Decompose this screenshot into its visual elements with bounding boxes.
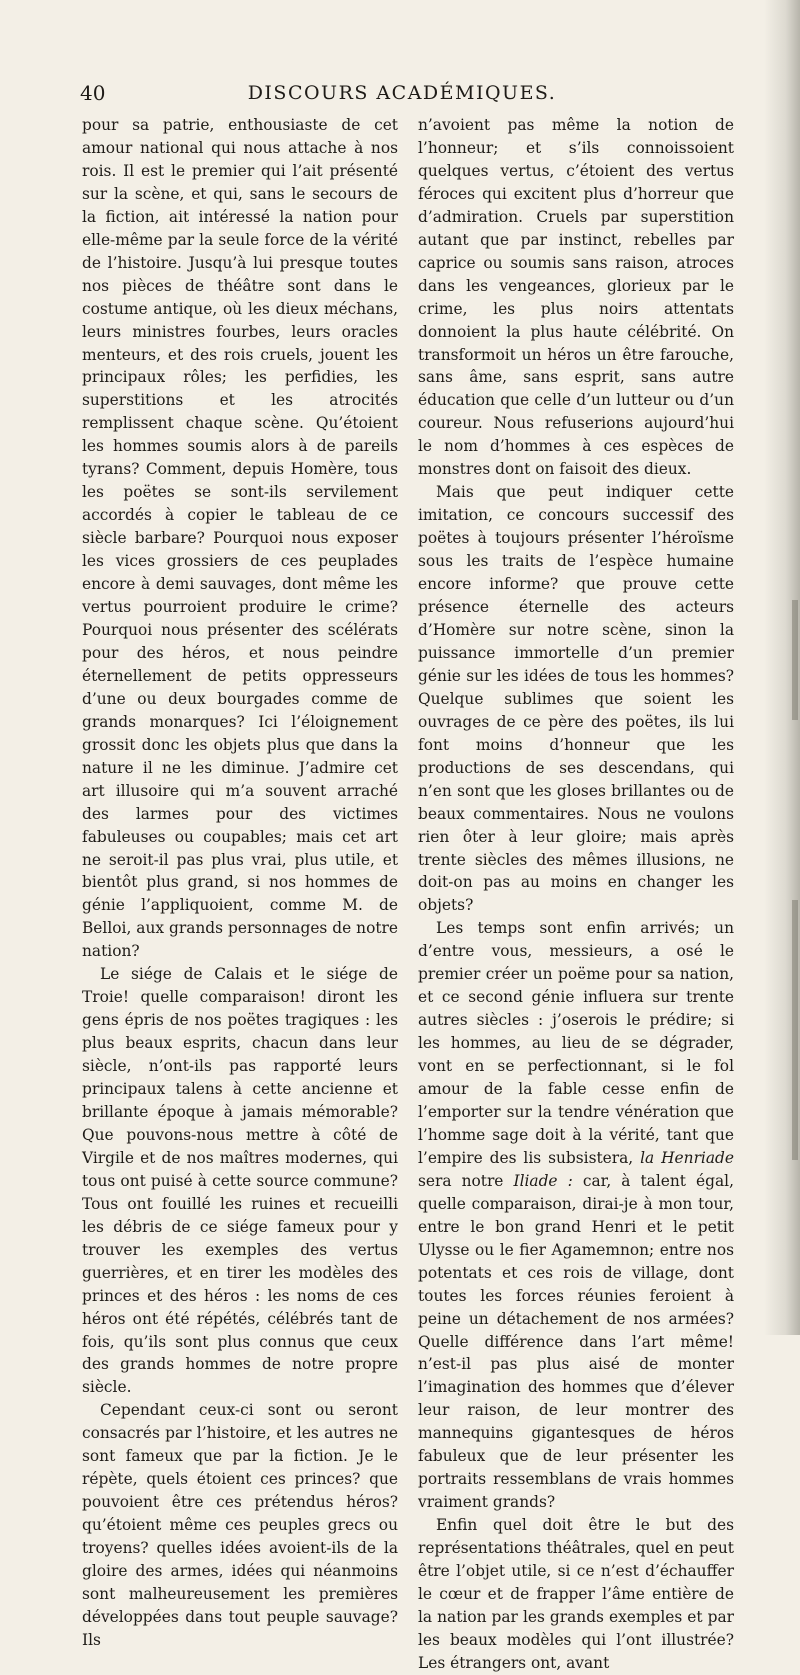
paragraph-text: sera notre [418,1171,504,1190]
binding-mark [792,900,798,1160]
work-title-iliade: Iliade : [513,1171,573,1190]
paragraph-text: car, à talent égal, quelle comparaison, dirai-je à mon tour, entre le bon grand Henri et le petit Ulysse ou le fier Agamemnon; entre nos potentats et ces rois de village, dont toutes les forces réunies feroient à peine un détachement de nos armées? Quelle différence dans l’art même! n’est-il pas plus aisé de monter l’imagination des hommes que d’élever leur raison, de leur montrer des mannequins gigantesques de héros fabuleux que de leur présenter les portraits ressemblans de vrais hommes vraiment grands? [418,1171,734,1512]
paragraph: n’avoient pas même la notion de l’honneur; et s’ils connoissoient quelques vertus, c’étoient des vertus féroces qui excitent plus d’horreur que d’admiration. Cruels par superstition autant que par instinct, rebelles par caprice ou soumis sans raison, atroces dans les vengeances, glorieux par le crime, les plus noirs attentats donnoient la plus haute célébrité. On transformoit un héros un être farouche, sans âme, sans esprit, sans autre éducation que celle d’un lutteur ou d’un coureur. Nous refuserions aujourd’hui le nom d’hommes à ces espèces de monstres dont on faisoit des dieux. [418,116,734,479]
paragraph [418,917,734,1514]
page-header [80,78,724,108]
page-number: 40 [80,81,106,105]
paragraph: Le siége de Calais et le siége de Troie! quelle comparaison! diront les gens épris de nos poëtes tragiques : les plus beaux esprits, chacun dans leur siècle, n’ont-ils pas rapporté leurs principaux talens à cette ancienne et brillante époque à jamais mémorable? Que pouvons-nous mettre à côté de Virgile et de nos maîtres modernes, qui tous ont puisé à cette source commune? Tous ont fouillé les ruines et recueilli les débris de ce siége fameux pour y trouver les exemples des vertus guerrières, et en tirer les modèles des princes et des héros : les noms de ces héros ont été répétés, célébrés tant de fois, qu’ils sont plus connus que ceux des grands hommes de notre propre siècle. [82,965,398,1397]
paragraph: Mais que peut indiquer cette imitation, ce concours successif des poëtes à toujours présenter l’héroïsme sous les traits de l’espèce humaine encore informe? que prouve cette présence éternelle des acteurs d’Homère sur notre scène, sinon la puissance immortelle d’un premier génie sur les idées de tous les hommes? Quelque sublimes que soient les ouvrages de ce père des poëtes, ils lui font moins d’honneur que les productions de ses descendans, qui n’en sont que les gloses brillantes ou de beaux commentaires. Nous ne voulons rien ôter à leur gloire; mais après trente siècles des mêmes illusions, ne doit-on pas au moins en changer les objets? [418,483,734,915]
paragraph: Cependant ceux-ci sont ou seront consacrés par l’histoire, et les autres ne sont fameux que par la fiction. Je le répète, quels étoient ces princes? que pouvoient être ces prétendus héros? qu’étoient même ces peuples grecs ou troyens? quelles idées avoient-ils de la gloire des armes, idées qui néanmoins sont malheureusement les premières développées dans tout peuple sauvage? Ils [82,1401,398,1649]
work-title-henriade: la Henriade [640,1148,734,1167]
binding-mark [792,600,798,720]
paragraph-text: Les temps sont enfin arrivés; un d’entre vous, messieurs, a osé le premier créer un poëme pour sa nation, et ce second génie influera sur trente autres siècles : j’oserois le prédire; si les hommes, au lieu de se dégrader, vont en se perfectionnant, si le fol amour de la fable cesse enfin de l’emporter sur la tendre vénération que l’homme sage doit à la vérité, tant que l’empire des lis subsistera, [418,919,734,1167]
paragraph: Enfin quel doit être le but des représentations théâtrales, quel en peut être l’objet utile, si ce n’est d’échauffer le cœur et de frapper l’âme entière de la nation par les grands exemples et par les beaux modèles qui l’ont illustrée? Les étrangers ont, avant [418,1516,734,1672]
paragraph: pour sa patrie, enthousiaste de cet amour national qui nous attache à nos rois. Il est le premier qui l’ait présenté sur la scène, et qui, sans le secours de la fiction, ait intéressé la nation pour elle-même par la seule force de la vérité de l’histoire. Jusqu’à lui presque toutes nos pièces de théâtre sont dans le costume antique, où les dieux méchans, leurs ministres fourbes, leurs oracles menteurs, et des rois cruels, jouent les principaux rôles; les perfidies, les superstitions et les atrocités remplissent chaque scène. Qu’étoient les hommes soumis alors à de pareils tyrans? Comment, depuis Homère, tous les poëtes se sont-ils servilement accordés à copier le tableau de ce siècle barbare? Pourquoi nous exposer les vices grossiers de ces peuplades encore à demi sauvages, dont même les vertus pourroient produire le crime? Pourquoi nous présenter des scélérats pour des héros, et nous peindre éternellement de petits oppresseurs d’une ou deux bourgades comme de grands monarques? Ici l’éloignement grossit donc les objets plus que dans la nature il ne les diminue. J’admire cet art illusoire qui m’a souvent arraché des larmes pour des victimes fabuleuses ou coupables; mais cet art ne seroit-il pas plus vrai, plus utile, et bientôt plus grand, si nos hommes de génie l’appliquoient, comme M. de Belloi, aux grands personnages de notre nation? [82,116,398,961]
running-head: DISCOURS ACADÉMIQUES. [247,82,557,104]
left-column [82,114,398,1652]
right-column [418,114,734,1675]
